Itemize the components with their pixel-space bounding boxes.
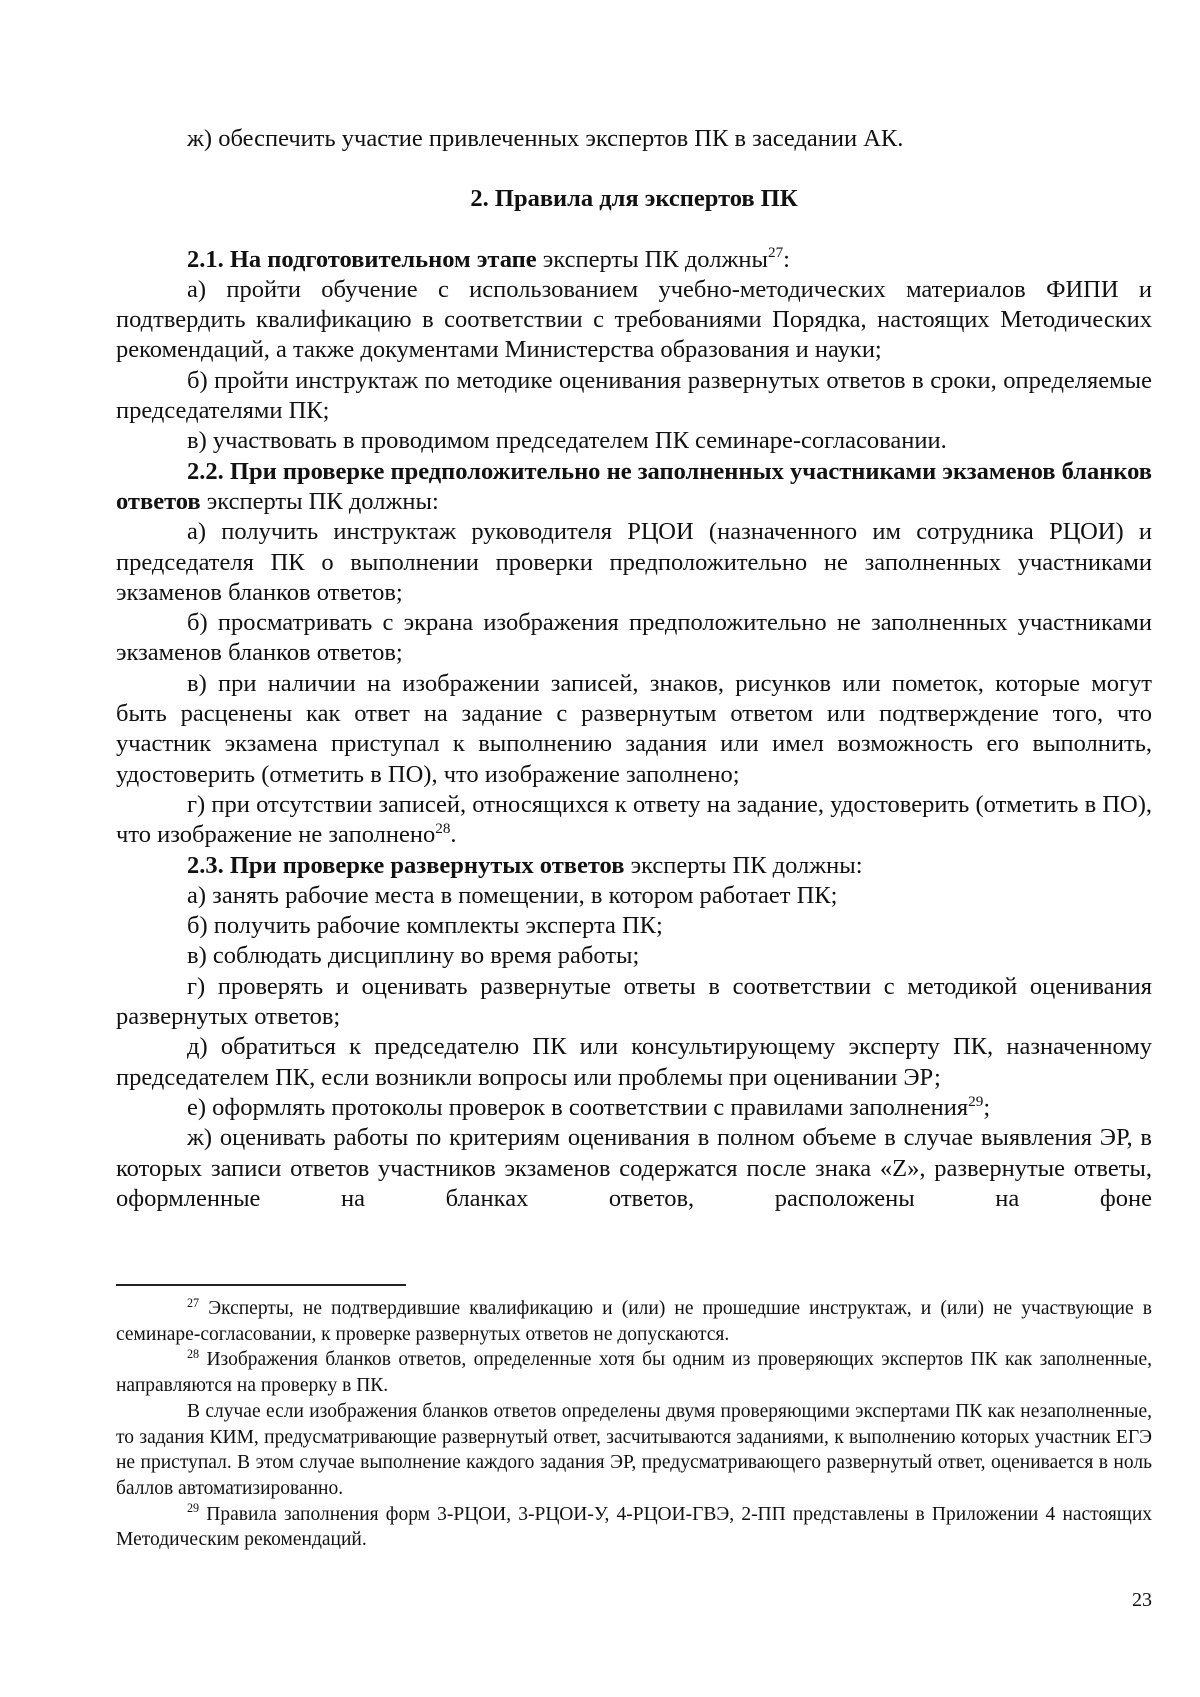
footnote-27-text: Эксперты, не подтвердившие квалификацию и (или) не прошедшие инструктаж, и (или) не участвующие в семинаре-согласовании, к проверке развернутых ответов не допускаются. (116, 1298, 1152, 1345)
paragraph-2-1-b: б) пройти инструктаж по методике оценивания развернутых ответов в сроки, определяемые председателями ПК; (116, 366, 1152, 425)
paragraph-2-2-bold: 2.2. При проверке предположительно не заполненных участниками экзаменов бланков ответов (116, 457, 1152, 515)
footnote-28-continuation: В случае если изображения бланков ответов определены двумя проверяющими экспертами ПК как незаполненные, то задания КИМ, предусматривающие развернутый ответ, засчитываются заданиями, к выполнению которых участник ЕГЭ не приступал. В этом случае выполнение каждого задания ЭР, предусматривающего развернутый ответ, оценивается в ноль баллов автоматизированно. (116, 1400, 1152, 1499)
paragraph-2-3-g: ж) оценивать работы по критериям оценивания в полном объеме в случае выявления ЭР, в которых записи ответов участников экзаменов содержатся после знака «Z», развернутые ответы, оформленные на бланках ответов, расположены на фоне (116, 1124, 1152, 1212)
footnote-28-text: Изображения бланков ответов, определенные хотя бы одним из проверяющих экспертов ПК как заполненные, направляются на проверку в ПК. (116, 1349, 1152, 1397)
paragraph-2-1-tail: : (783, 245, 790, 273)
section-heading: 2. Правила для экспертов ПК (470, 185, 798, 213)
footnote-number-27: 27 (187, 1295, 200, 1310)
paragraph-2-2-intro (116, 457, 1152, 518)
footnote-ref-29[interactable]: 29 (968, 1092, 984, 1110)
paragraph-2-3-f-text: е) оформлять протоколы проверок в соответствии с правилами заполнения (187, 1093, 969, 1121)
paragraph-2-2-b: б) просматривать с экрана изображения предположительно не заполненных участниками экзаменов бланков ответов; (116, 609, 1152, 667)
footnote-ref-27[interactable]: 27 (767, 244, 784, 262)
footnote-29 (116, 1502, 1152, 1553)
footnotes (116, 1296, 1152, 1553)
paragraph-2-2-text: эксперты ПК должны: (200, 487, 439, 515)
footnote-28 (116, 1347, 1152, 1398)
paragraph-2-3-f-tail: ; (983, 1093, 991, 1121)
footnote-divider (116, 1284, 406, 1286)
paragraph-2-2-d (116, 790, 1152, 851)
paragraph-2-3-f (116, 1093, 1152, 1123)
paragraph-2-3-e: д) обратиться к председателю ПК или консультирующему эксперту ПК, назначенному председателем ПК, если возникли вопросы или проблемы при оценивании ЭР; (116, 1033, 1152, 1091)
paragraph-2-1-bold: 2.1. На подготовительном этапе (187, 245, 537, 273)
footnote-number-29: 29 (187, 1501, 200, 1516)
paragraph-2-2-c: в) при наличии на изображении записей, знаков, рисунков или пометок, которые могут быть расценены как ответ на задание с развернутым ответом или подтверждение того, что участник экзамена приступал к выполнению задания или имел возможность его выполнить, удостоверить (отметить в ПО), что изображение заполнено; (116, 669, 1152, 788)
page-number: 23 (1132, 1589, 1152, 1611)
footnote-29-text: Правила заполнения форм 3-РЦОИ, 3-РЦОИ-У, 4-РЦОИ-ГВЭ, 2-ПП представлены в Приложении 4 настоящих Методическим рекомендаций. (116, 1503, 1152, 1551)
paragraph-2-3-bold: 2.3. При проверке развернутых ответов (187, 851, 625, 879)
main-text (116, 124, 1152, 1214)
paragraph-2-3-intro (116, 851, 1152, 881)
paragraph-2-2-d-tail: . (450, 821, 457, 849)
paragraph-2-1-c: в) участвовать в проводимом председателем ПК семинаре-согласовании. (187, 427, 947, 455)
paragraph-2-1-text: эксперты ПК должны (536, 245, 768, 273)
paragraph-2-3-b: б) получить рабочие комплекты эксперта ПК; (187, 912, 663, 940)
paragraph-2-3-d: г) проверять и оценивать развернутые ответы в соответствии с методикой оценивания развернутых ответов; (116, 972, 1152, 1031)
paragraph-zh-participation: ж) обеспечить участие привлеченных экспертов ПК в заседании АК. (187, 125, 904, 152)
footnote-number-28: 28 (187, 1347, 200, 1362)
footnote-ref-28[interactable]: 28 (435, 820, 451, 838)
paragraph-2-2-d-text: г) при отсутствии записей, относящихся к ответу на задание, удостоверить (отметить в ПО), что изображение не заполнено (116, 790, 1152, 849)
paragraph-2-3-text: эксперты ПК должны: (624, 851, 863, 879)
paragraph-2-2-a: а) получить инструктаж руководителя РЦОИ (назначенного им сотрудника РЦОИ) и председателя ПК о выполнении проверки предположительно не заполненных участниками экзаменов бланков ответов; (116, 518, 1152, 606)
paragraph-2-3-a: а) занять рабочие места в помещении, в котором работает ПК; (187, 881, 838, 909)
footnote-27 (116, 1296, 1152, 1347)
paragraph-2-3-c: в) соблюдать дисциплину во время работы; (187, 942, 640, 970)
paragraph-2-1-a: а) пройти обучение с использованием учебно-методических материалов ФИПИ и подтвердить квалификацию в соответствии с требованиями Порядка, настоящих Методических рекомендаций, а также документами Министерства образования и науки; (116, 275, 1152, 364)
paragraph-2-1-intro (116, 245, 1152, 275)
